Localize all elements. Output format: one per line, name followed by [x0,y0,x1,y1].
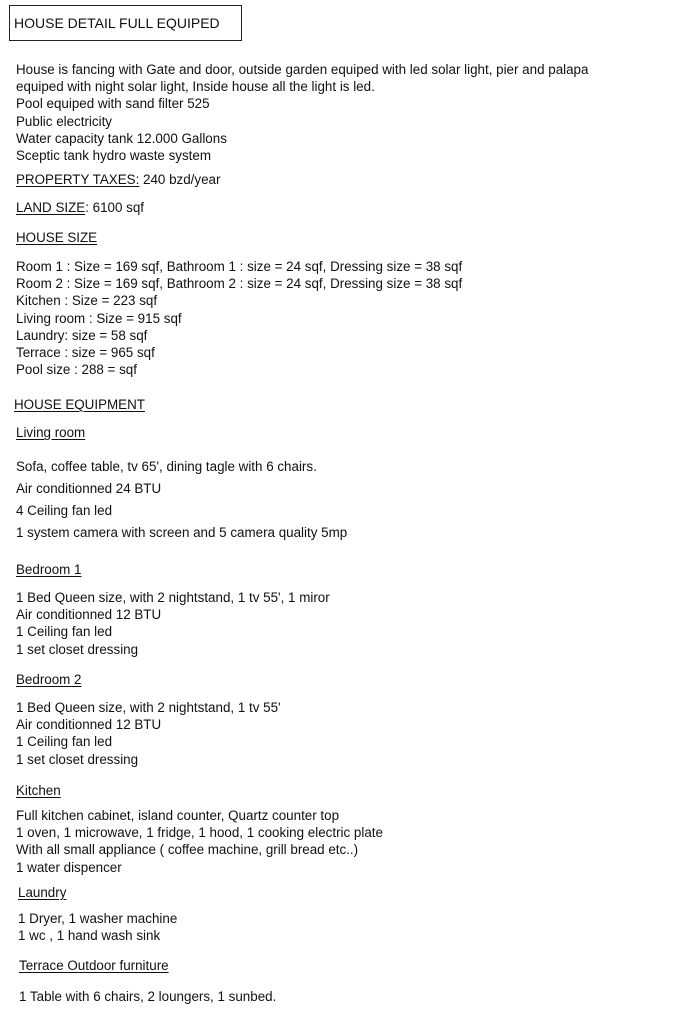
house-size-line: Room 1 : Size = 169 sqf, Bathroom 1 : size = 24 sqf, Dressing size = 38 sqf [16,259,463,274]
land-size-label: LAND SIZE [16,200,86,215]
laundry-heading: Laundry [18,885,67,900]
living-room-line: Sofa, coffee table, tv 65', dining tagle with 6 chairs. [16,459,317,474]
house-size-line: Pool size : 288 = sqf [16,362,137,378]
bedroom2-line: Air conditionned 12 BTU [16,717,162,733]
living-room-list [16,456,347,544]
land-size-value: : 6100 sqf [85,200,145,215]
bedroom2-heading: Bedroom 2 [16,672,82,687]
house-size-line: Room 2 : Size = 169 sqf, Bathroom 2 : size = 24 sqf, Dressing size = 38 sqf [16,276,463,292]
document-title: HOUSE DETAIL FULL EQUIPED [14,15,220,31]
kitchen-line: 1 water dispencer [16,859,122,875]
bedroom2-line: 1 Ceiling fan led [16,734,113,750]
living-room-line: 1 system camera with screen and 5 camera quality 5mp [16,525,348,540]
intro-line: House is fancing with Gate and door, outside garden equiped with led solar light, pier and palapa [16,62,589,77]
property-taxes-value: 240 bzd/year [139,172,221,187]
living-room-line: 4 Ceiling fan led [16,503,113,518]
title-box [9,5,242,41]
kitchen-line: With all small appliance ( coffee machine, grill bread etc..) [16,842,359,858]
kitchen-list [16,807,383,876]
bedroom1-line: Air conditionned 12 BTU [16,607,162,623]
intro-line: Sceptic tank hydro waste system [16,148,211,164]
terrace-line: 1 Table with 6 chairs, 2 loungers, 1 sunbed. [19,989,277,1004]
kitchen-line: 1 oven, 1 microwave, 1 fridge, 1 hood, 1 cooking electric plate [16,825,383,841]
bedroom1-line: 1 Ceiling fan led [16,624,113,640]
house-size-line: Laundry: size = 58 sqf [16,327,148,343]
bedroom2-list [16,699,281,768]
house-size-list [16,258,462,378]
kitchen-line: Full kitchen cabinet, island counter, Quartz counter top [16,808,340,823]
bedroom2-line: 1 Bed Queen size, with 2 nightstand, 1 tv 55' [16,700,281,715]
land-size [16,199,144,216]
intro-line: Public electricity [16,113,112,129]
intro-line: Water capacity tank 12.000 Gallons [16,130,227,146]
house-size-heading: HOUSE SIZE [16,230,98,245]
laundry-list [18,910,177,944]
laundry-line: 1 wc , 1 hand wash sink [18,928,161,944]
house-size-line: Kitchen : Size = 223 sqf [16,293,158,309]
bedroom2-line: 1 set closet dressing [16,751,139,767]
house-size-line: Terrace : size = 965 sqf [16,345,155,361]
kitchen-heading: Kitchen [16,783,61,798]
house-size-line: Living room : Size = 915 sqf [16,310,182,326]
bedroom1-line: 1 set closet dressing [16,641,139,657]
bedroom1-line: 1 Bed Queen size, with 2 nightstand, 1 tv 55', 1 miror [16,590,330,605]
intro-section [16,61,588,164]
living-room-line: Air conditionned 24 BTU [16,481,162,496]
living-room-heading: Living room [16,425,86,440]
bedroom1-heading: Bedroom 1 [16,562,82,577]
bedroom1-list [16,589,330,658]
intro-line: Pool equiped with sand filter 525 [16,96,210,112]
property-taxes-label: PROPERTY TAXES: [16,172,140,187]
house-equipment-heading: HOUSE EQUIPMENT [14,397,145,412]
laundry-line: 1 Dryer, 1 washer machine [18,911,178,926]
property-taxes [16,171,220,188]
intro-line: equiped with night solar light, Inside house all the light is led. [16,79,375,95]
terrace-heading: Terrace Outdoor furniture [19,958,169,973]
